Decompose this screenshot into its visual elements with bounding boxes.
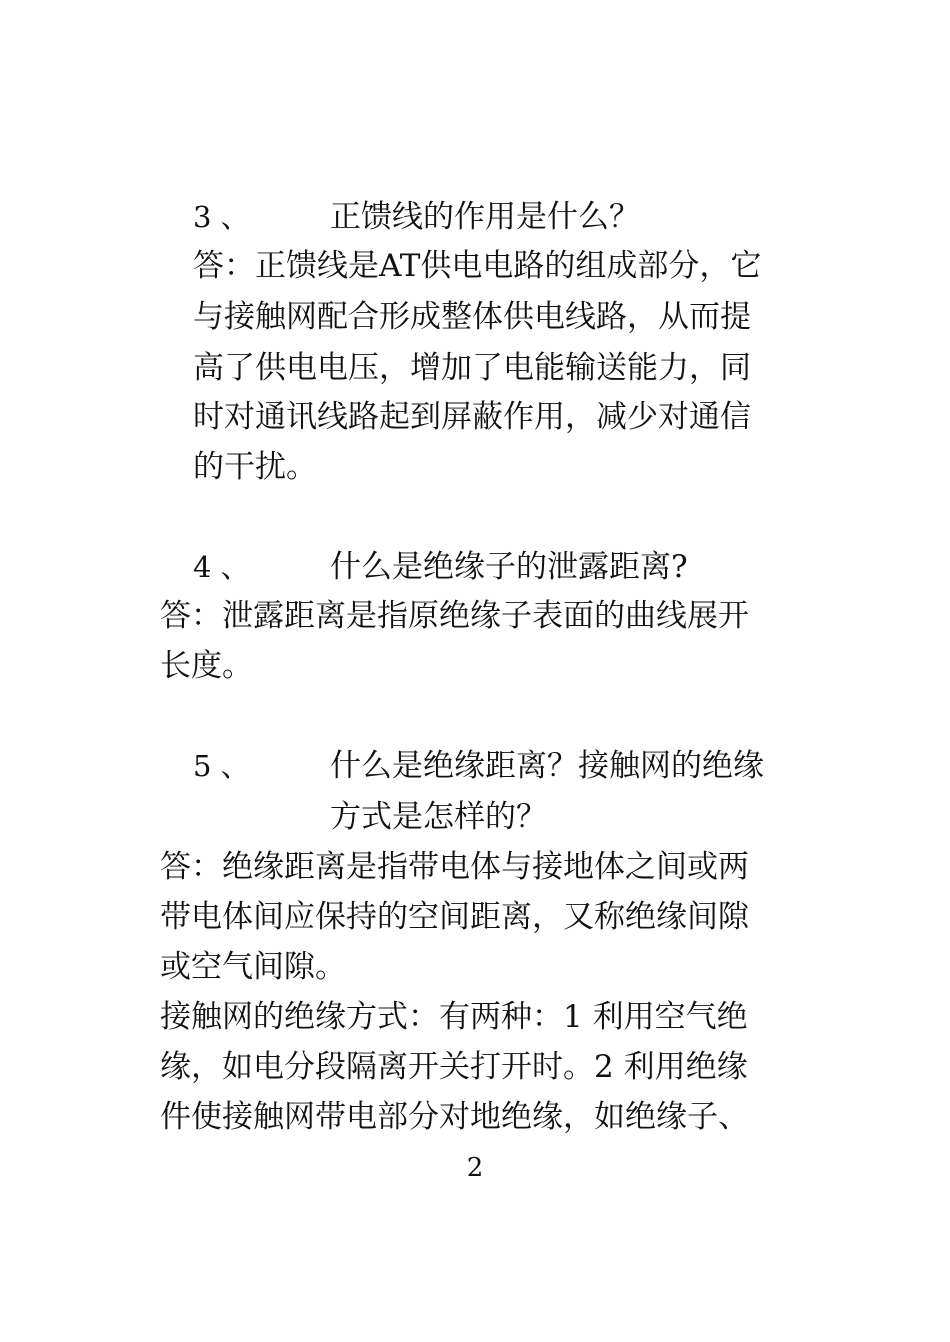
answer-line: 答：绝缘距离是指带电体与接地体之间或两 — [160, 849, 749, 885]
question-text: 什么是绝缘距离？接触网的绝缘 — [330, 748, 764, 784]
question-number: 4 、 — [193, 550, 250, 584]
page-number: 2 — [466, 1153, 484, 1183]
answer-line: 长度。 — [160, 648, 253, 684]
answer-line: 带电体间应保持的空间距离，又称绝缘间隙 — [160, 899, 749, 935]
answer-line: 与接触网配合形成整体供电线路，从而提 — [193, 299, 751, 335]
answer-line: 时对通讯线路起到屏蔽作用，减少对通信 — [193, 399, 751, 435]
answer-line: 高了供电电压，增加了电能输送能力，同 — [193, 350, 751, 386]
question-number: 5 、 — [193, 749, 250, 783]
answer-line: 件使接触网带电部分对地绝缘，如绝缘子、 — [160, 1099, 749, 1135]
answer-line: 缘，如电分段隔离开关打开时。2 利用绝缘 — [160, 1049, 748, 1085]
question-number: 3 、 — [193, 200, 250, 234]
question-text: 正馈线的作用是什么？ — [330, 199, 640, 235]
question-text: 方式是怎样的？ — [330, 799, 547, 835]
answer-line: 接触网的绝缘方式：有两种：1 利用空气绝 — [160, 999, 748, 1035]
answer-line: 的干扰。 — [193, 449, 317, 485]
answer-line: 答：正馈线是AT供电电路的组成部分，它 — [193, 248, 762, 284]
answer-line: 或空气间隙。 — [160, 949, 346, 985]
answer-line: 答：泄露距离是指原绝缘子表面的曲线展开 — [160, 598, 749, 634]
question-text: 什么是绝缘子的泄露距离? — [330, 549, 688, 585]
